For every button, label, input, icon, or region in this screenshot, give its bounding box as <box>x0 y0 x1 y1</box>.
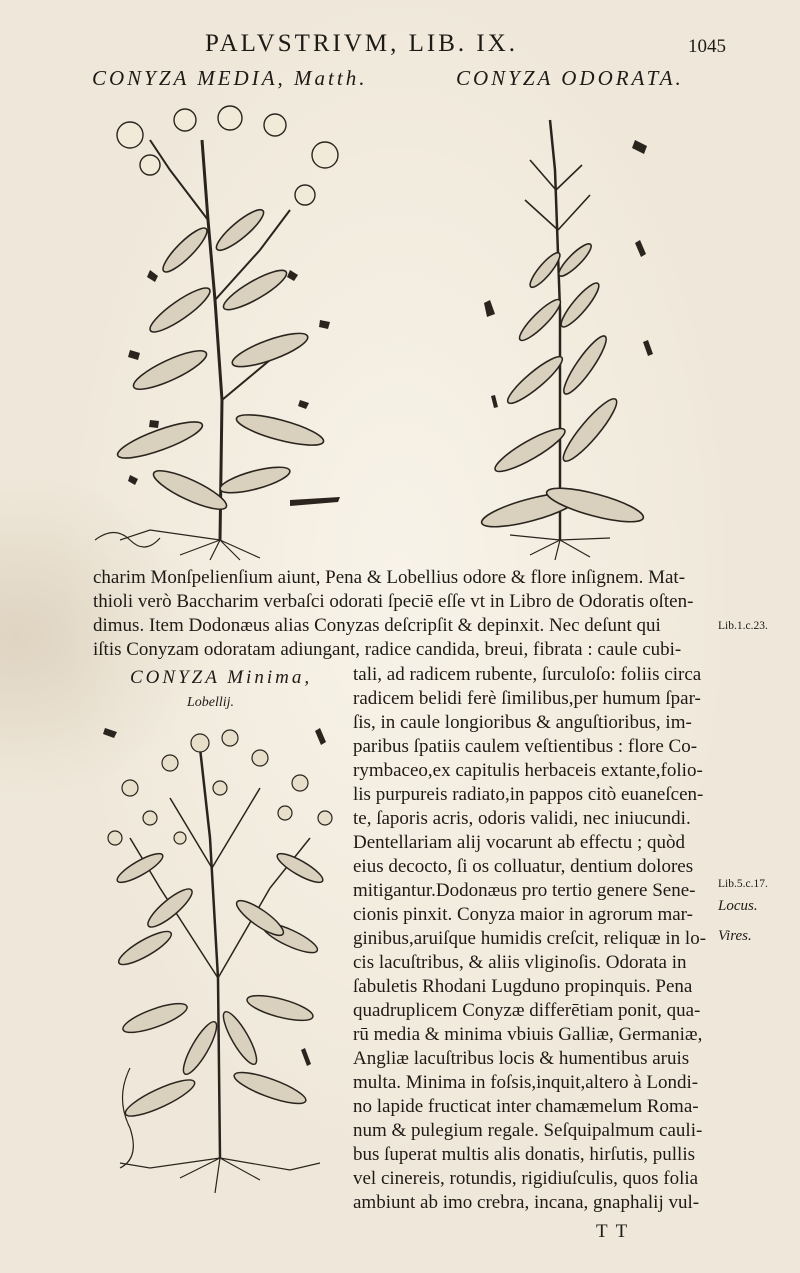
body-line: cis lacuſtribus, & aliis vliginoſis. Odorata in <box>353 952 687 973</box>
body-line: ambiunt ab imo crebra, incana, gnaphalij vul- <box>353 1192 700 1213</box>
figure-caption-conyza-minima: CONYZA Minima, <box>130 667 313 688</box>
body-line: rymbaceo,ex capitulis herbaceis extante,folio- <box>353 760 703 781</box>
body-line: quadruplicem Conyzæ differētiam ponit, qua- <box>353 1000 701 1021</box>
body-line: Dentellariam alij vocarunt ab effectu ; quòd <box>353 832 686 853</box>
body-line: bus ſuperat multis alis donatis, hirſutis, pullis <box>353 1144 695 1165</box>
signature-mark: T T <box>596 1221 630 1242</box>
body-line: no lapide fructicat inter chamæmelum Roma- <box>353 1096 699 1117</box>
body-line: te, ſaporis acris, odoris validi, nec iniucundi. <box>353 808 691 829</box>
margin-note-reference: Lib.5.c.17. <box>718 878 768 890</box>
margin-note-reference: Lib.1.c.23. <box>718 620 768 632</box>
body-line: dimus. Item Dodonæus alias Conyzas deſcripſit & depinxit. Nec deſunt qui <box>93 615 661 636</box>
margin-note-locus: Locus. <box>718 898 758 914</box>
figure-caption-conyza-media: CONYZA MEDIA, Matth. <box>92 66 368 90</box>
conyza-media-woodcut <box>90 100 380 560</box>
body-line: paribus ſpatiis caulem veſtientibus : flore Co- <box>353 736 698 757</box>
figure-caption-conyza-odorata: CONYZA ODORATA. <box>456 66 684 90</box>
page-number: 1045 <box>688 36 726 57</box>
body-line: rū media & minima vbiuis Galliæ, Germaniæ, <box>353 1024 703 1045</box>
body-line: Angliæ lacuſtribus locis & humentibus aruis <box>353 1048 690 1069</box>
conyza-minima-woodcut <box>100 718 340 1198</box>
body-line: ſis, in caule longioribus & anguſtioribus, im- <box>353 712 692 733</box>
body-line: multa. Minima in foſsis,inquit,altero à Londi- <box>353 1072 699 1093</box>
figure-caption-conyza-minima-author: Lobellij. <box>187 695 235 710</box>
body-line: thioli verò Baccharim verbaſci odorati ſpeciē eſſe vt in Libro de Odoratis oſten- <box>93 591 694 612</box>
body-line: num & pulegium regale. Seſquipalmum cauli- <box>353 1120 703 1141</box>
body-line: iſtis Conyzam odoratam adiungant, radice candida, breui, fibrata : caule cubi- <box>93 639 682 660</box>
body-line: eius decocto, ſi os colluatur, dentium dolores <box>353 856 694 877</box>
body-line: cionis pinxit. Conyza maior in agrorum mar- <box>353 904 693 925</box>
body-line: tali, ad radicem rubente, ſurculoſo: foliis circa <box>353 664 702 685</box>
body-line: charim Monſpelienſium aiunt, Pena & Lobellius odore & flore inſignem. Mat- <box>93 567 686 588</box>
margin-note-vires: Vires. <box>718 928 752 944</box>
body-line: ſabuletis Rhodani Lugduno propinquis. Pena <box>353 976 693 997</box>
body-line: radicem belidi ferè ſimilibus,per humum ſpar- <box>353 688 701 709</box>
body-line: ginibus,aruiſque humidis creſcit, reliquæ in lo- <box>353 928 707 949</box>
running-head: PALVSTRIVM, LIB. IX. <box>205 30 519 57</box>
body-line: lis purpureis radiato,in pappos citò euaneſcen- <box>353 784 704 805</box>
body-line: mitigantur.Dodonæus pro tertio genere Sene- <box>353 880 696 901</box>
conyza-odorata-woodcut <box>470 110 700 560</box>
body-line: vel cinereis, rotundis, rigidiuſculis, quos folia <box>353 1168 699 1189</box>
